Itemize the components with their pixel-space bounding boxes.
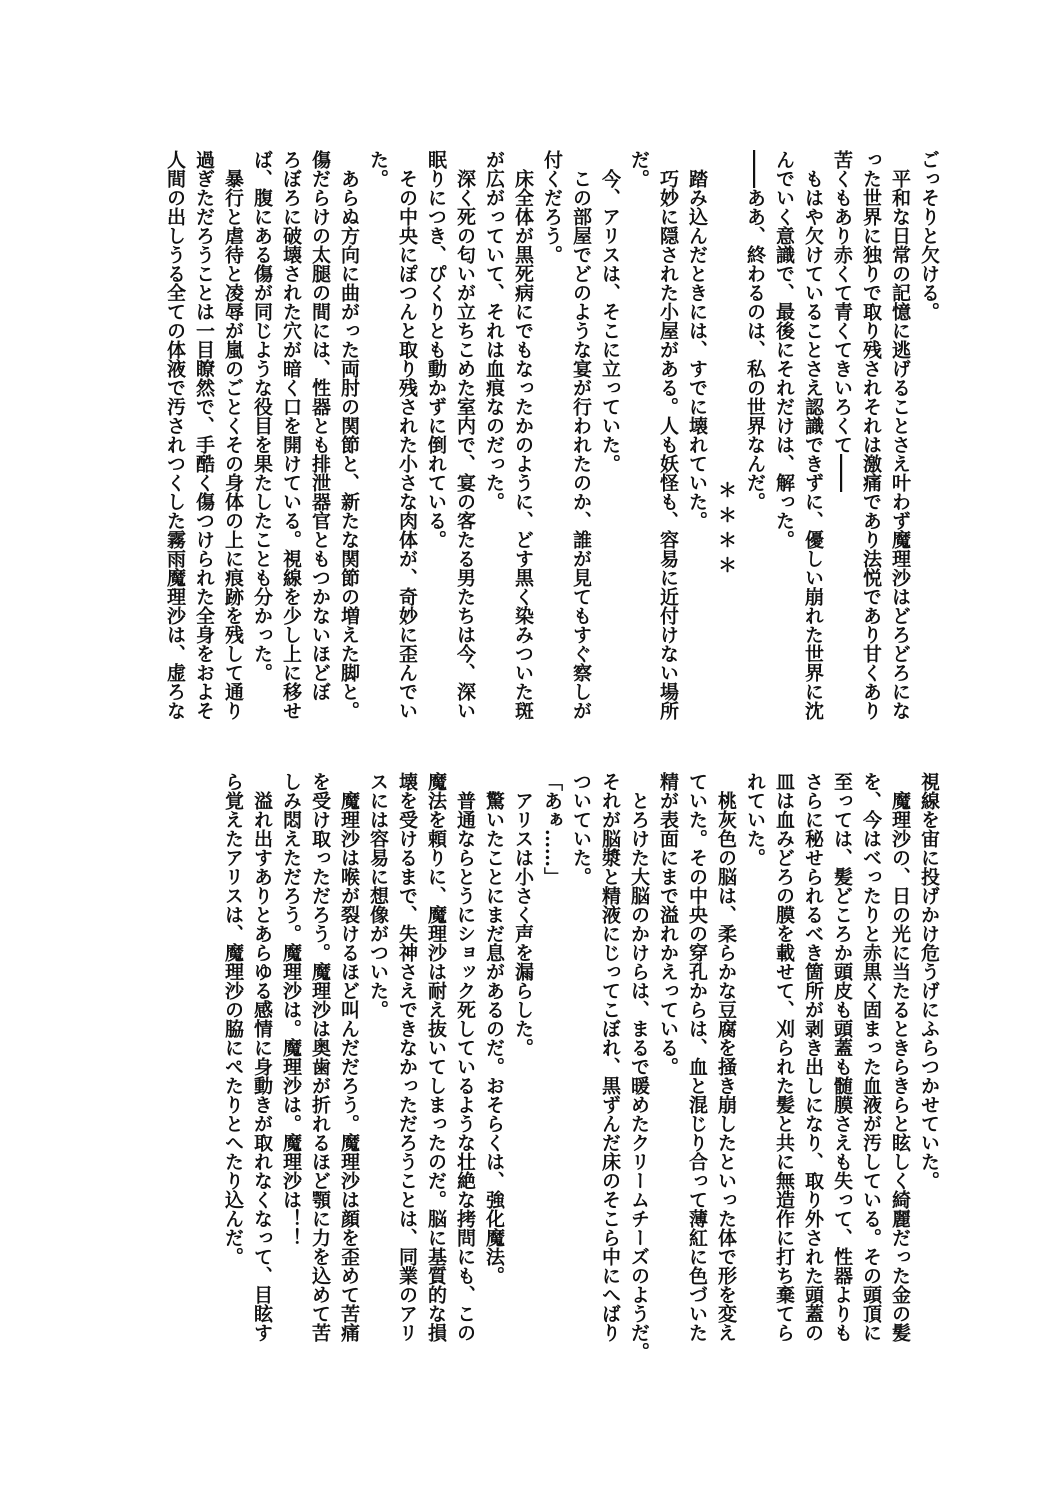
text-line: それが脳漿と精液にじってこぼれ、黒ずんだ床のそこら中にへばり — [599, 772, 621, 1342]
text-line: スには容易に想像がついた。 — [367, 772, 389, 1019]
text-line: 床全体が黒死病にでもなったかのように、どす黒く染みついた斑 — [512, 150, 534, 720]
text-line: を、今はべったりと赤黒く固まった血液が汚している。その頭頂に — [860, 772, 882, 1342]
text-line: 魔理沙の、日の光に当たるときらきらと眩しく綺麗だった金の髪 — [889, 772, 911, 1342]
text-line: ついていた。 — [570, 772, 592, 886]
text-line: 精が表面にまで溢れかえっている。 — [657, 772, 679, 1076]
text-line: 桃灰色の脳は、柔らかな豆腐を掻き崩したといった体で形を変え — [715, 772, 737, 1342]
text-line: 視線を宙に投げかけ危うげにふらつかせていた。 — [918, 772, 940, 1190]
text-line: しみ悶えただろう。魔理沙は。魔理沙は。魔理沙は！！ — [280, 772, 302, 1247]
text-line: この部屋でどのような宴が行われたのか、誰が見てもすぐ察しが — [570, 150, 592, 720]
text-line: だ。 — [628, 150, 650, 188]
text-line: 壊を受けるまで、失神さえできなかっただろうことは、同業のアリ — [396, 772, 418, 1342]
text-line: 暴行と虐待と凌辱が嵐のごとくその身体の上に痕跡を残して通り — [222, 150, 244, 720]
text-line: 踏み込んだときには、すでに壊れていた。 — [686, 150, 708, 530]
text-line: 過ぎただろうことは一目瞭然で、手酷く傷つけられた全身をおよそ — [193, 150, 215, 720]
text-line: 今、アリスは、そこに立っていた。 — [599, 150, 621, 473]
text-line: 人間の出しうる全ての体液で汚されつくした霧雨魔理沙は、虚ろな — [164, 150, 186, 720]
text-line: 傷だらけの太腿の間には、性器とも排泄器官ともつかないほどぼ — [309, 150, 331, 701]
text-block-lower — [218, 772, 943, 1372]
text-line: その中央にぽつんと取り残された小さな肉体が、奇妙に歪んでい — [396, 150, 418, 720]
text-line: った世界に独りで取り残されそれは激痛であり法悦であり甘くあり — [860, 150, 882, 720]
text-line: 苦くもあり赤くて青くてきいろくて―― — [831, 150, 853, 492]
text-line: ろぼろに破壊された穴が暗く口を開けている。視線を少し上に移せ — [280, 150, 302, 720]
text-line: れていた。 — [744, 772, 766, 867]
text-line: 溢れ出すありとあらゆる感情に身動きが取れなくなって、目眩す — [251, 772, 273, 1342]
text-line: 至っては、髪どころか頭皮も頭蓋も髄膜さえも失って、性器よりも — [831, 772, 853, 1342]
text-line: 平和な日常の記憶に逃げることさえ叶わず魔理沙はどろどろにな — [889, 150, 911, 720]
text-line: 付くだろう。 — [541, 150, 563, 264]
text-line: ら覚えたアリスは、魔理沙の脇にぺたりとへたり込んだ。 — [222, 772, 244, 1266]
text-line: 「あぁ……」 — [541, 772, 563, 886]
text-line: ――ああ、終わるのは、私の世界なんだ。 — [744, 150, 766, 511]
text-line: あらぬ方向に曲がった両肘の関節と、新たな関節の増えた脚と。 — [338, 150, 360, 720]
text-line: もはや欠けていることさえ認識できずに、優しい崩れた世界に沈 — [802, 150, 824, 720]
text-line: 深く死の匂いが立ちこめた室内で、宴の客たる男たちは今、深い — [454, 150, 476, 720]
text-line: アリスは小さく声を漏らした。 — [512, 772, 534, 1057]
text-line: ていた。その中央の穿孔からは、血と混じり合って薄紅に色づいた — [686, 772, 708, 1342]
text-line: た。 — [367, 150, 389, 188]
text-line: 驚いたことにまだ息があるのだ。おそらくは、強化魔法。 — [483, 772, 505, 1285]
text-line: とろけた大脳のかけらは、まるで暖めたクリームチーズのようだ。 — [628, 772, 650, 1361]
text-line: 普通ならとうにショック死しているような壮絶な拷問にも、この — [454, 772, 476, 1342]
text-line: 皿は血みどろの膜を載せて、刈られた髪と共に無造作に打ち棄てら — [773, 772, 795, 1342]
section-separator: ＊＊＊＊ — [715, 480, 737, 580]
text-line: さらに秘せられるべき箇所が剥き出しになり、取り外された頭蓋の — [802, 772, 824, 1342]
text-line: 魔理沙は喉が裂けるほど叫んだだろう。魔理沙は顔を歪めて苦痛 — [338, 772, 360, 1342]
text-line: ごっそりと欠ける。 — [918, 150, 940, 321]
text-line: が広がっていて、それは血痕なのだった。 — [483, 150, 505, 511]
text-line: 魔法を頼りに、魔理沙は耐え抜いてしまったのだ。脳に基質的な損 — [425, 772, 447, 1342]
text-line: を受け取っただろう。魔理沙は奥歯が折れるほど顎に力を込めて苦 — [309, 772, 331, 1342]
text-line: ば、腹にある傷が同じような役目を果たしたことも分かった。 — [251, 150, 273, 682]
text-line: んでいく意識で、最後にそれだけは、解った。 — [773, 150, 795, 549]
text-line: 眠りにつき、ぴくりとも動かずに倒れている。 — [425, 150, 447, 549]
text-block-upper — [160, 150, 943, 750]
text-line: 巧妙に隠された小屋がある。人も妖怪も、容易に近付けない場所 — [657, 150, 679, 720]
